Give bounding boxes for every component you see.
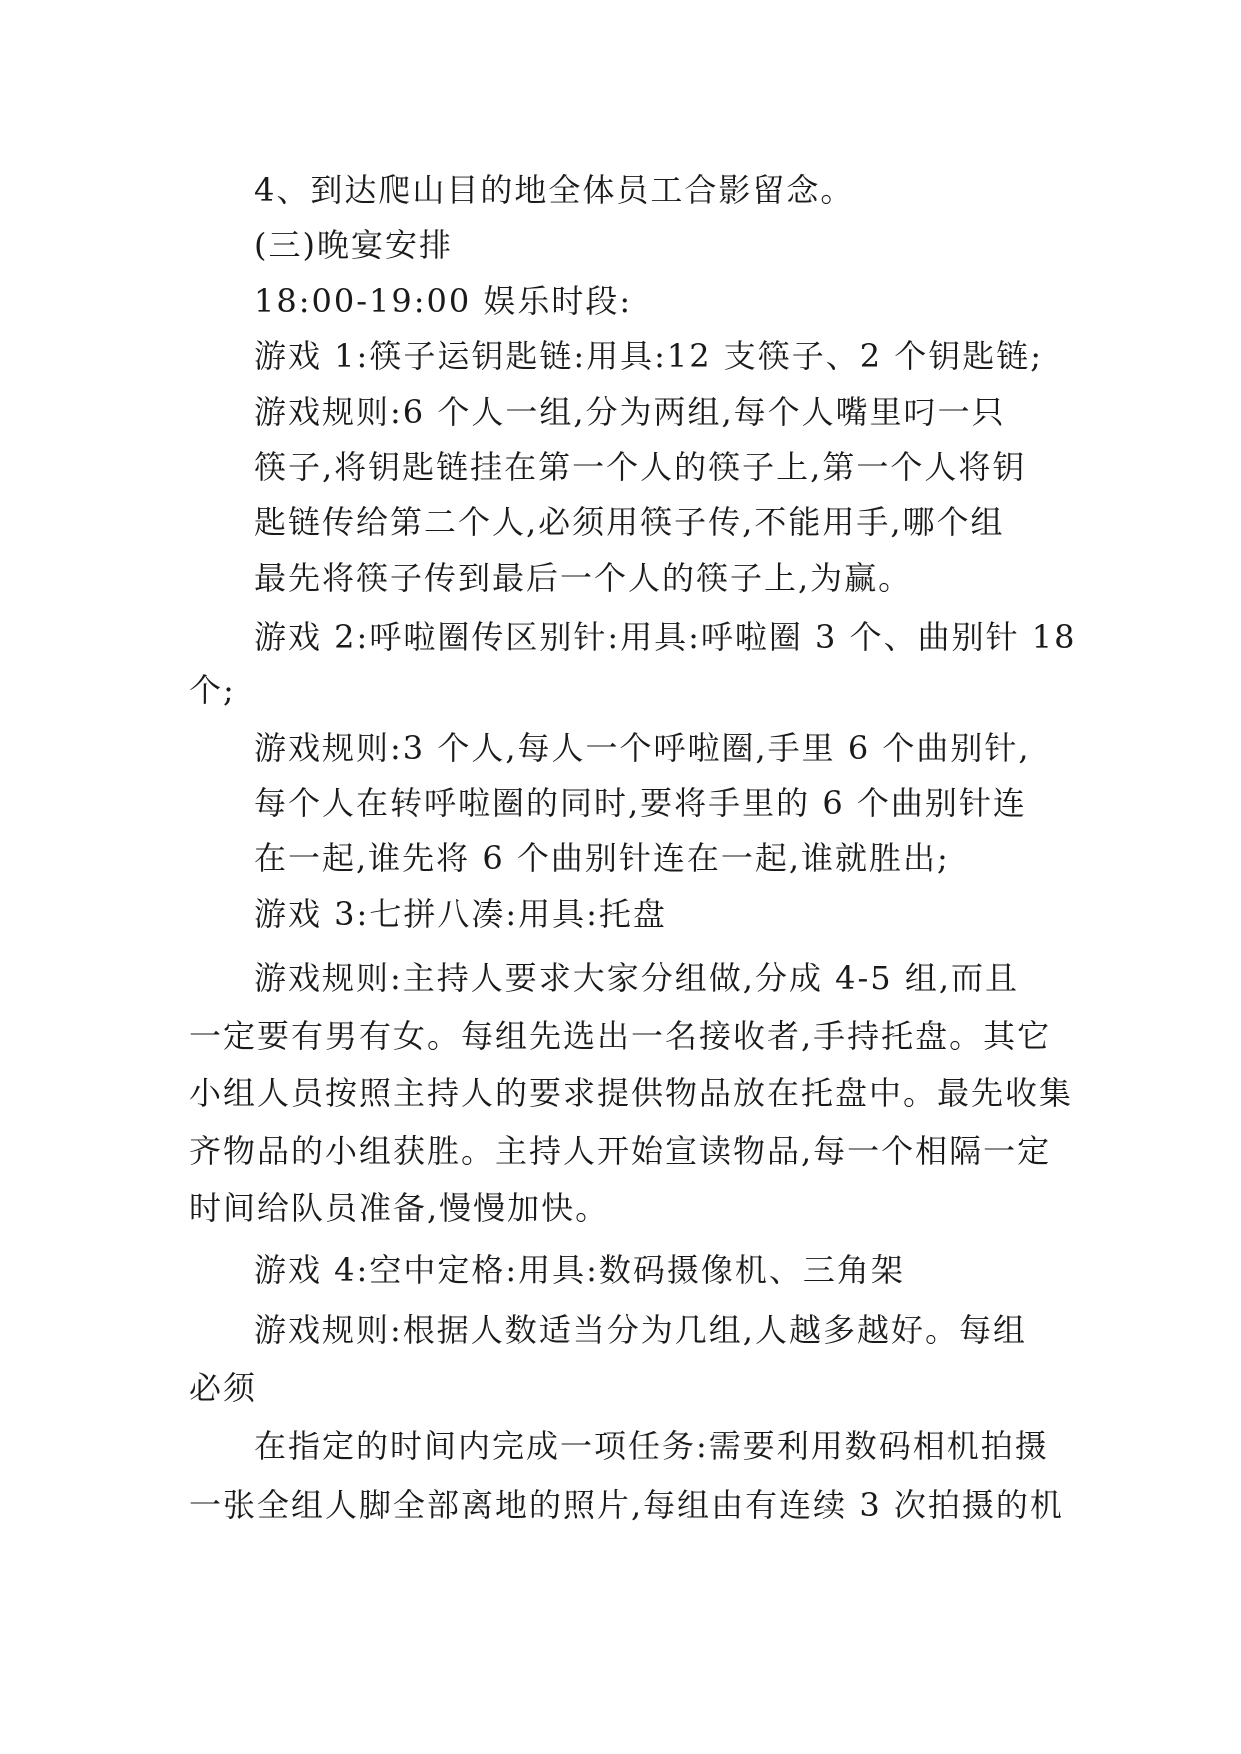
text-line: 游戏 3:七拼八凑:用具:托盘 [254,895,667,933]
text-line: 在一起,谁先将 6 个曲别针连在一起,谁就胜出; [254,839,950,877]
text-line: 游戏规则:3 个人,每人一个呼啦圈,手里 6 个曲别针, [254,729,1031,767]
text-line: 4、到达爬山目的地全体员工合影留念。 [254,171,855,209]
text-line: 个; [189,671,236,709]
text-line: 游戏规则:6 个人一组,分为两组,每个人嘴里叼一只 [254,393,1006,431]
text-line: 游戏规则:根据人数适当分为几组,人越多越好。每组 [254,1311,1027,1349]
text-line: 匙链传给第二个人,必须用筷子传,不能用手,哪个组 [254,503,1005,541]
text-line: 在指定的时间内完成一项任务:需要利用数码相机拍摄 [254,1427,1049,1465]
text-line: 一张全组人脚全部离地的照片,每组由有连续 3 次拍摄的机 [189,1486,1064,1524]
text-line: 18:00-19:00 娱乐时段: [254,282,633,320]
text-line: 小组人员按照主持人的要求提供物品放在托盘中。最先收集 [189,1074,1074,1112]
text-line: 最先将筷子传到最后一个人的筷子上,为赢。 [254,559,913,597]
text-line: 必须 [189,1369,258,1407]
text-line: 齐物品的小组获胜。主持人开始宣读物品,每一个相隔一定 [189,1132,1052,1170]
text-line: 游戏 4:空中定格:用具:数码摄像机、三角架 [254,1251,905,1289]
text-line: 每个人在转呼啦圈的同时,要将手里的 6 个曲别针连 [254,784,1027,822]
text-line: 一定要有男有女。每组先选出一名接收者,手持托盘。其它 [189,1017,1052,1055]
text-line: 时间给队员准备,慢慢加快。 [189,1189,610,1227]
text-line: 游戏 2:呼啦圈传区别针:用具:呼啦圈 3 个、曲别针 18 [254,618,1077,656]
text-line: 筷子,将钥匙链挂在第一个人的筷子上,第一个人将钥 [254,448,1027,486]
text-line: 游戏规则:主持人要求大家分组做,分成 4-5 组,而且 [254,959,1020,997]
text-line: 游戏 1:筷子运钥匙链:用具:12 支筷子、2 个钥匙链; [254,337,1044,375]
section-heading: (三)晚宴安排 [254,226,453,264]
